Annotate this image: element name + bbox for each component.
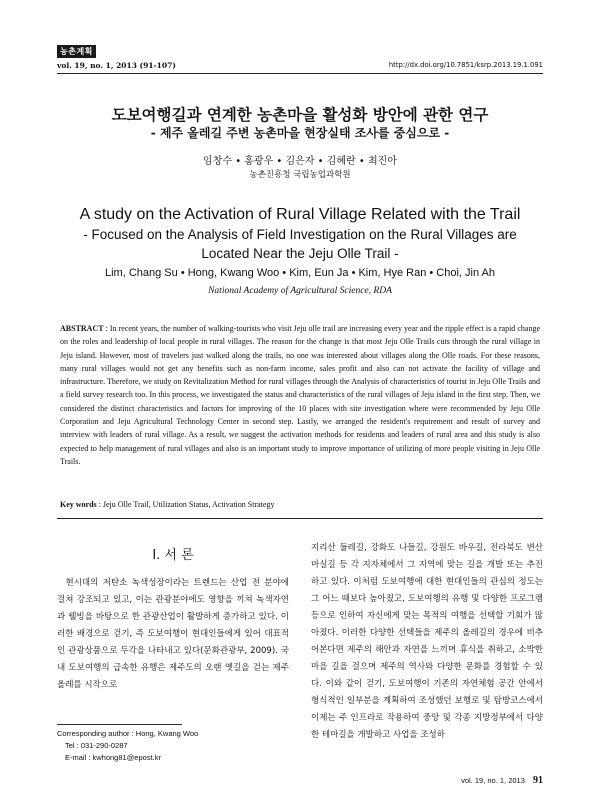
keywords-text: : Jeju Olle Trail, Utilization Status, Activation Strategy: [98, 500, 275, 509]
keywords-rule: [57, 518, 543, 519]
body-paragraph-continued: 지리산 둘레길, 강화도 나들길, 강원도 바우길, 전라북도 변산 마실길 등 각 지자체에서 그 지역에 맞는 길을 개발 또는 추진하고 있다. 이처럼 도보여행에 대한 현대인들의 관심의 정도는 그 어느 때보다 높아졌고, 도보여행의 유행 및 다양한 프로그램 등으로 인하여 자신에게 맞는 목적의 여행을 선택할 기회가 많아졌다. 이러한 다양한 선택들을 제주의 올레길의 경우에 비추어본다면 제주의 해안과 자연을 느끼며 휴식을 취하고, 소박한 마을 길을 걸으며 제주의 역사와 다양한 문화를 경험할 수 있다. 이와 같이 걷기, 도보여행이 기존의 자연체험 공간 안에서 형식적인 일부분을 계획하여 조성했던 보행로 및 탐방코스에서 이제는 주 인프라로 작용하여 중앙 및 각종 지방정부에서 다양한 테마길을 개발하고 사업을 조성하: [311, 543, 543, 740]
body-paragraph: 현시대의 저탄소 녹색성장이라는 트렌드는 산업 전 분야에 걸쳐 강조되고 있고, 이는 관광분야에도 영향을 끼쳐 녹색자연과 웰빙을 바탕으로 한 관광산업이 활발하게 증가하고 있다. 이러한 배경으로 걷기, 즉 도보여행이 현대인들에게 있어 대표적인 관광상품으로 두각을 나타내고 있다(문화관광부, 2009). 국내 도보여행의 급속한 유행은 제주도의 오랜 옛길을 걷는 제주올레를 시작으로: [57, 578, 289, 690]
abstract: [60, 322, 540, 468]
journal-logo: 농촌계획: [57, 45, 96, 58]
correspondence-footnote: [57, 728, 198, 764]
keywords: [60, 500, 540, 509]
author-phone: Tel : 031-290-0287: [65, 741, 128, 750]
subtitle-english-line-1: - Focused on the Analysis of Field Investigation on the Rural Villages are: [83, 227, 517, 242]
subtitle-english: [40, 225, 560, 263]
body-column-right: [311, 540, 543, 744]
affiliation-korean: 농촌진흥청 국립농업과학원: [249, 170, 351, 180]
corresponding-author: Corresponding author : Hong, Kwang Woo: [57, 729, 199, 738]
abstract-label: ABSTRACT: [60, 324, 104, 333]
page-footer: [461, 775, 543, 786]
page-number: 91: [533, 775, 543, 786]
section-heading: Ⅰ. 서 론: [152, 548, 194, 563]
affiliation-english: National Academy of Agricultural Science, RDA: [208, 286, 392, 296]
abstract-text: : In recent years, the number of walking-tourists who visit Jeju olle trail are increasing every year and the ripple effect is a rapid change on the roles and leadership of local people in rural villages. The reason for the change is that most Jeju Olle Trails cuts through the rural village in Jeju island. However, most of travelers just walked along the trails, no one was interested about villages along the Olle roads. For these reasons, many rural villages would not get any benefits such as non-farm income, sales profit and also can not activate the facility of village and infrastructure. Therefore, we study on Revitalization Method for rural villages through the Analysis of characteristics of tourist in Jeju Olle Trails and a field survey research too. In this process, we investigated the status and characteristics of the rural villages of Jeju island in the first step. Then, we considered the distinct characteristics and factors for improving of the 10 places with site investigation where were recommended by Jeju Olle Corporation and Jeju Agricultural Technology Center in second step. Lastly, we arranged the resident's requirement and result of survey and interview with leaders of rural village. As a result, we suggest the activation methods for residents and leaders of rural area and this study is also expected to help management of rural villages and also is an important study to improve importance of utilizing of more people visiting in Jeju Olle Trails.: [60, 324, 540, 466]
subtitle-korean: - 제주 올레길 주변 농촌마을 현장실태 조사를 중심으로 -: [150, 126, 450, 140]
footnote-rule: [57, 724, 182, 725]
footer-volume: vol. 19, no. 1, 2013: [461, 776, 525, 785]
authors-english: Lim, Chang Su • Hong, Kwang Woo • Kim, Eun Ja • Kim, Hye Ran • Choi, Jin Ah: [105, 267, 495, 279]
keywords-label: Key words: [60, 500, 97, 509]
author-email[interactable]: E-mail : kwhong81@epost.kr: [65, 753, 161, 762]
authors-korean: 임창수 • 홍광우 • 김은자 • 김혜란 • 최진아: [203, 156, 397, 167]
subtitle-english-line-2: Located Near the Jeju Olle Trail -: [201, 246, 399, 261]
volume-info: vol. 19, no. 1, 2013 (91-107): [57, 61, 176, 70]
header-rule: [57, 73, 543, 74]
doi-link[interactable]: http://dx.doi.org/10.7851/ksrp.2013.19.1.091: [388, 61, 543, 69]
title-korean: 도보여행길과 연계한 농촌마을 활성화 방안에 관한 연구: [111, 106, 489, 124]
title-english: A study on the Activation of Rural Village Related with the Trail: [79, 206, 521, 223]
body-column-left: [57, 540, 289, 694]
